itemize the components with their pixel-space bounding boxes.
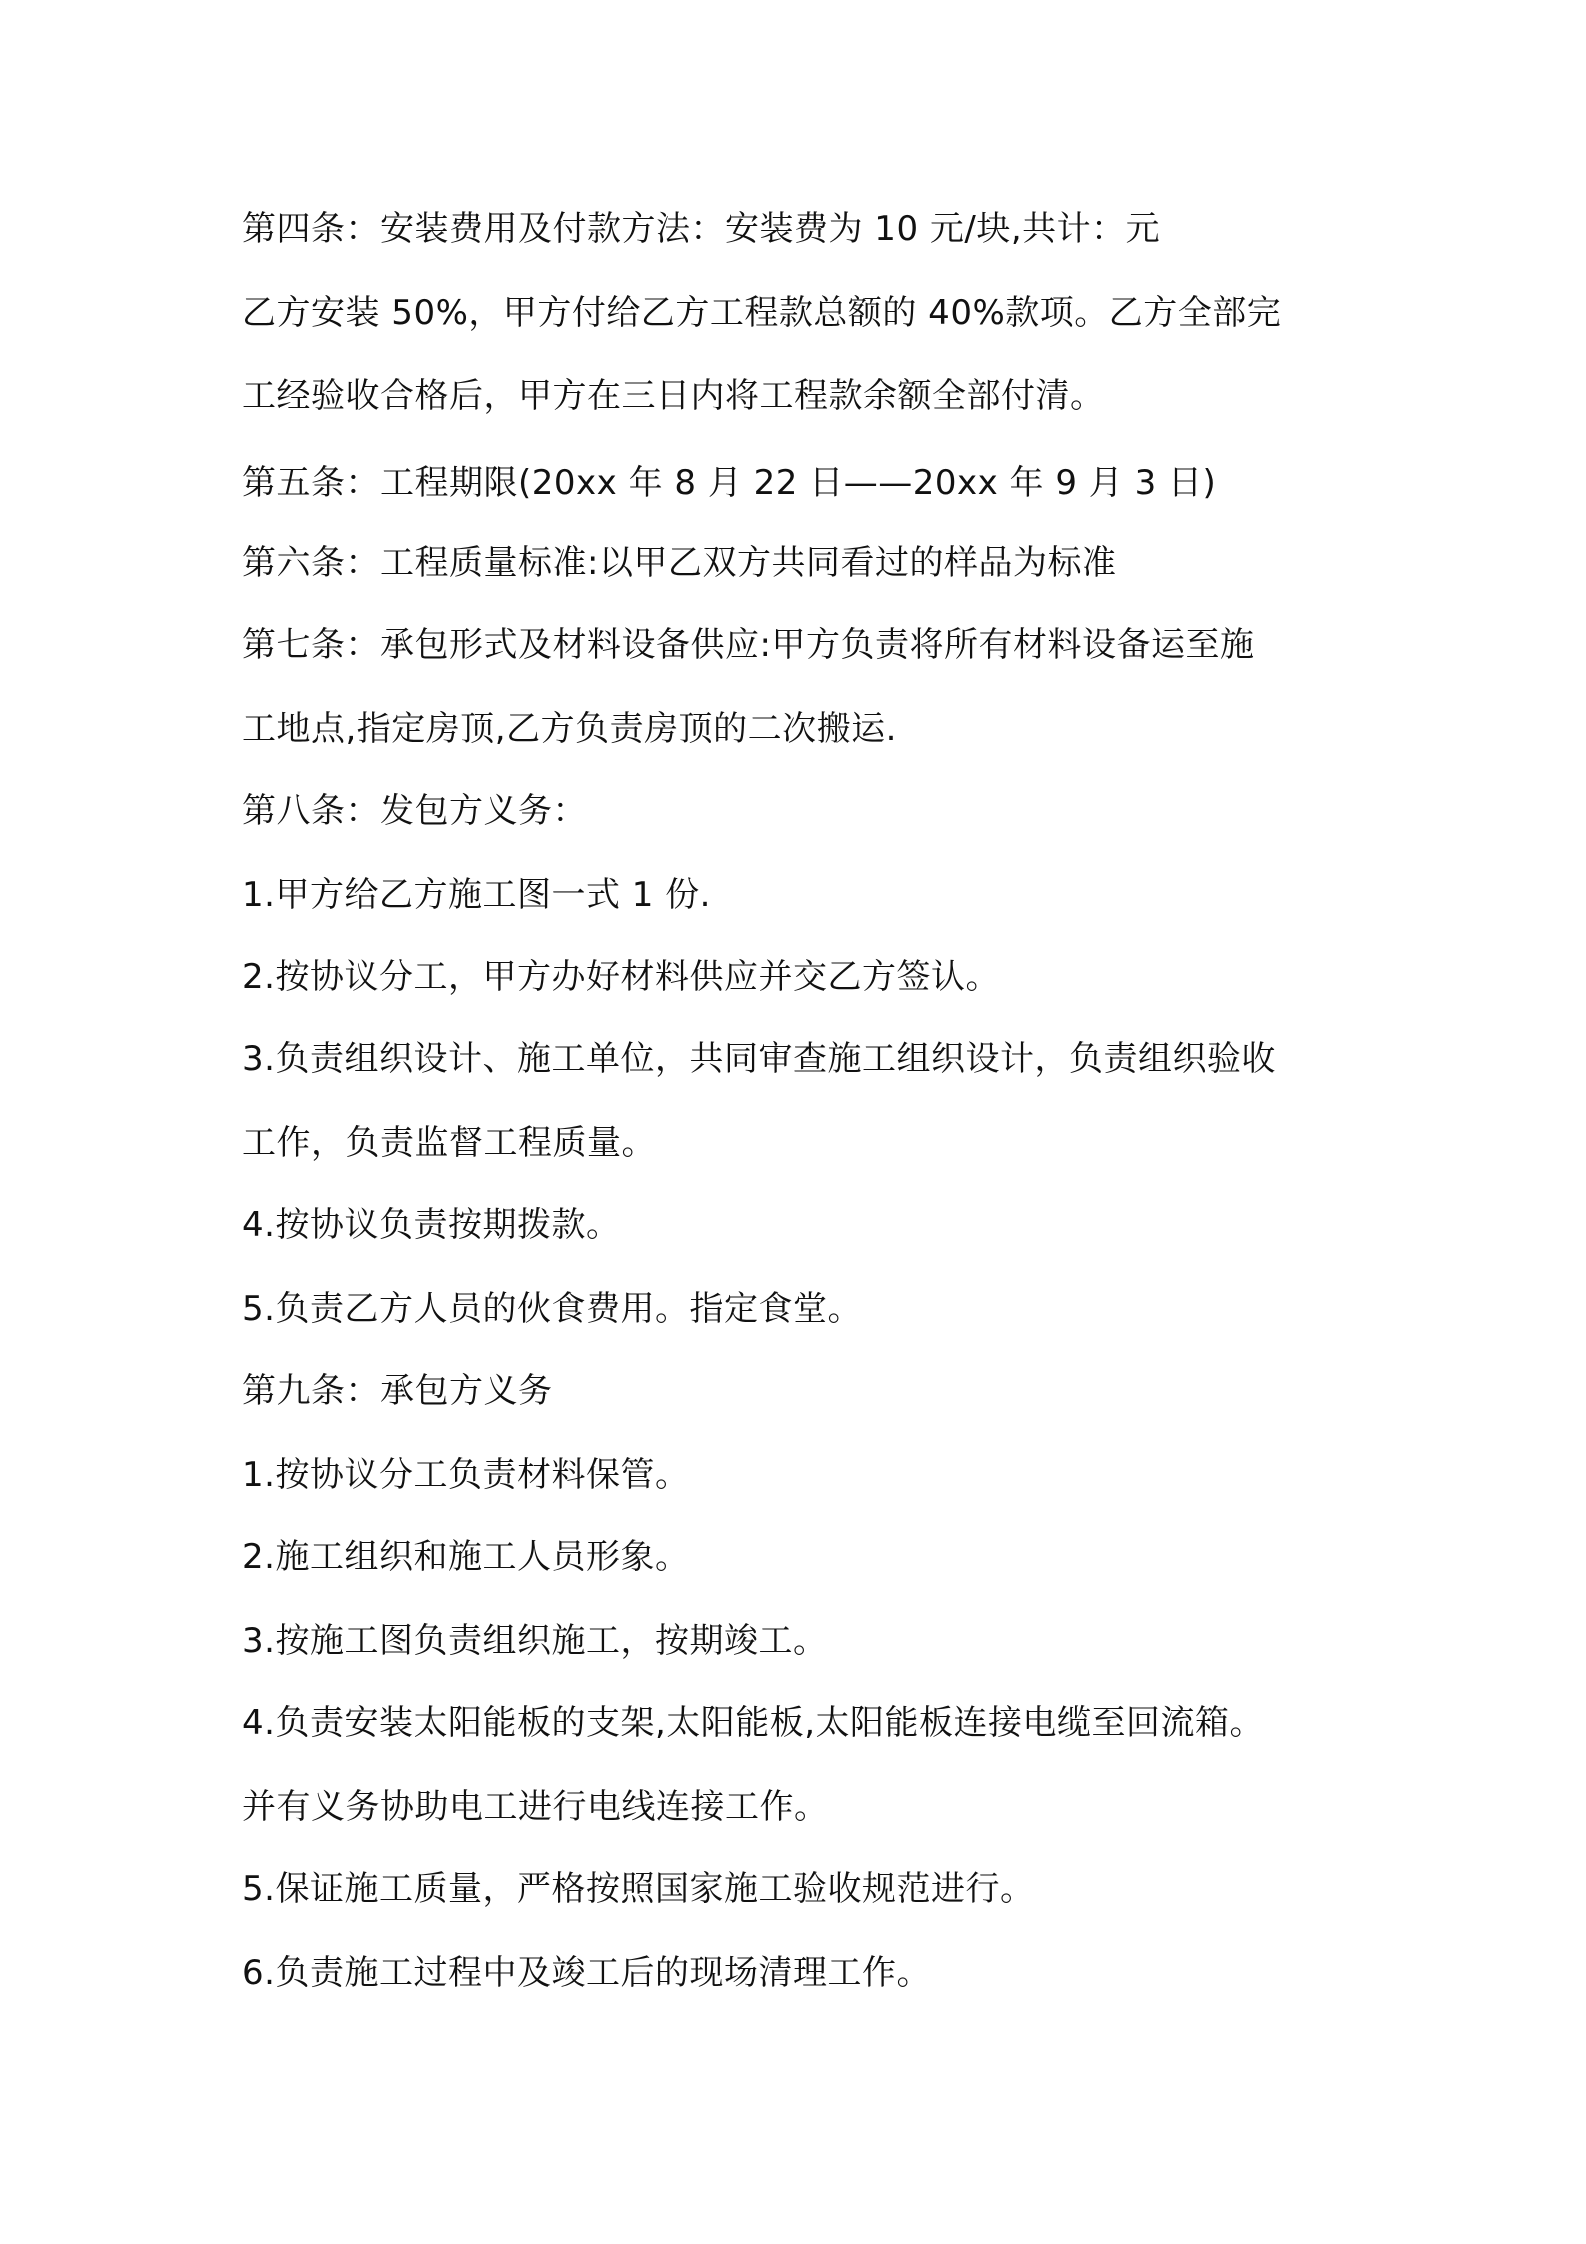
article-5-period: 第五条：工程期限(20xx 年 8 月 22 日——20xx 年 9 月 3 日) (242, 463, 1217, 503)
article-8-heading: 第八条：发包方义务： (242, 791, 587, 831)
article-4-installment: 乙方安装 50%，甲方付给乙方工程款总额的 40%款项。乙方全部完 (242, 293, 1282, 333)
article-9-item-5: 5.保证施工质量，严格按照国家施工验收规范进行。 (242, 1869, 1035, 1909)
article-7-supply: 第七条：承包形式及材料设备供应:甲方负责将所有材料设备运至施 (242, 625, 1255, 665)
article-8-item-3: 3.负责组织设计、施工单位，共同审查施工组织设计，负责组织验收 (242, 1039, 1276, 1079)
article-7-supply-cont: 工地点,指定房顶,乙方负责房顶的二次搬运. (242, 709, 897, 749)
article-6-quality: 第六条：工程质量标准:以甲乙双方共同看过的样品为标准 (242, 543, 1117, 583)
article-9-item-2: 2.施工组织和施工人员形象。 (242, 1537, 690, 1577)
article-9-heading: 第九条：承包方义务 (242, 1371, 553, 1411)
article-8-item-5: 5.负责乙方人员的伙食费用。指定食堂。 (242, 1289, 862, 1329)
article-8-item-4: 4.按协议负责按期拨款。 (242, 1205, 621, 1245)
article-9-item-3: 3.按施工图负责组织施工，按期竣工。 (242, 1621, 828, 1661)
article-4-final-payment: 工经验收合格后，甲方在三日内将工程款余额全部付清。 (242, 376, 1105, 416)
article-8-item-3-cont: 工作，负责监督工程质量。 (242, 1123, 656, 1163)
article-8-item-2: 2.按协议分工，甲方办好材料供应并交乙方签认。 (242, 957, 1000, 997)
article-8-item-1: 1.甲方给乙方施工图一式 1 份. (242, 875, 711, 915)
article-9-item-6: 6.负责施工过程中及竣工后的现场清理工作。 (242, 1953, 931, 1993)
article-9-item-1: 1.按协议分工负责材料保管。 (242, 1455, 690, 1495)
article-9-item-4-cont: 并有义务协助电工进行电线连接工作。 (242, 1787, 829, 1827)
article-9-item-4: 4.负责安装太阳能板的支架,太阳能板,太阳能板连接电缆至回流箱。 (242, 1703, 1265, 1743)
article-4-payment: 第四条：安装费用及付款方法：安装费为 10 元/块,共计：元 (242, 209, 1161, 249)
